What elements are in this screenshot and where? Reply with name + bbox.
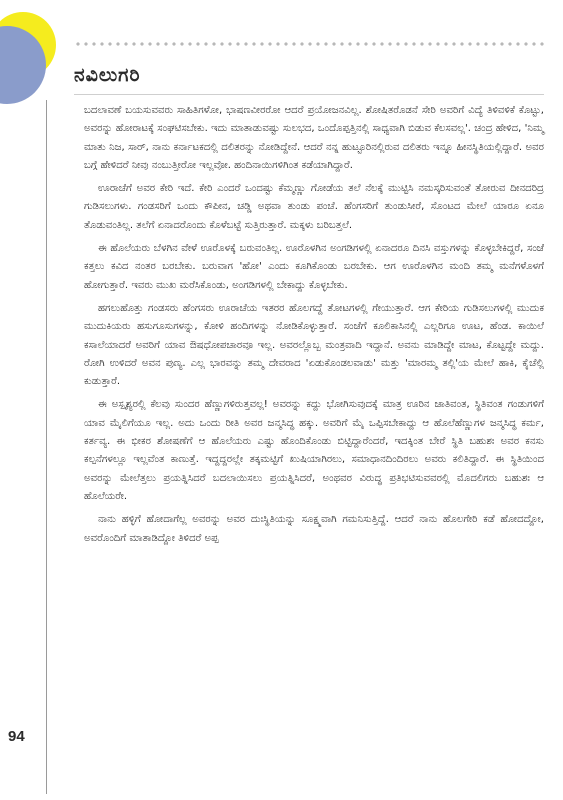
paragraph: ಈ ಅಸ್ಪೃಶ್ಯರಲ್ಲಿ ಕೆಲವು ಸುಂದರ ಹೆಣ್ಣುಗಳಿರುತ್ತವಲ್ಲ! ಅವರನ್ನು ಕದ್ದು ಭೋಗಿಸುವುದಕ್ಕೆ ಮಾತ್ರ ಊರಿನ ಜಾತಿವಂತ, ಸ್ಥಿತಿವಂತ ಗಂಡುಗಳಿಗೆ ಯಾವ ಮೈಲಿಗೆಯೂ ಇಲ್ಲ. ಅದು ಒಂದು ರೀತಿ ಅವರ ಜನ್ಮಸಿದ್ಧ ಹಕ್ಕು. ಅವರಿಗೆ ಮೈ ಒಪ್ಪಿಸಬೇಕಾದ್ದು ಆ ಹೊಲೆಹೆಣ್ಣುಗಳ ಜನ್ಮಸಿದ್ಧ ಕರ್ಮ, ಕರ್ತವ್ಯ. ಈ ಭೀಕರ ಶೋಷಣೆಗೆ ಆ ಹೊಲೆಯರು ಎಷ್ಟು ಹೊಂದಿಕೊಂಡು ಬಿಟ್ಟಿದ್ದಾರೆಂದರೆ, ಇದಕ್ಕಿಂತ ಬೇರೆ ಸ್ಥಿತಿ ಬಹುಶಃ ಅವರ ಕನಸು ಕಲ್ಪನೆಗಳಲ್ಲೂ ಇಲ್ಲವೆಂತ ಕಾಣುತ್ತೆ. ಇದ್ದದ್ದರಲ್ಲೇ ತಕ್ಕಮಟ್ಟಿಗೆ ಖುಷಿಯಾಗಿರಲು, ಸಮಾಧಾನದಿಂದಿರಲು ಅವರು ಕಲಿತಿದ್ದಾರೆ. ಈ ಸ್ಥಿತಿಯಿಂದ ಅವರನ್ನು ಮೇಲೆತ್ತಲು ಪ್ರಯತ್ನಿಸಿದರೆ ಬದಲಾಯಿಸಲು ಪ್ರಯತ್ನಿಸಿದರೆ, ಅಂಥವರ ವಿರುದ್ಧ ಪ್ರತಿಭಟಿಸುವವರಲ್ಲಿ ಮೊದಲಿಗರು ಬಹುಶಃ ಆ ಹೊಲೆಯರೇ.: [84, 399, 544, 502]
running-header-title: ನವಿಲುಗರಿ: [74, 64, 141, 86]
body-text: [84, 102, 544, 553]
paragraph: ಬದಲಾವಣೆ ಬಯಸುವವರು ಸಾಹಿತಿಗಳೋ, ಭಾಷಣವೀರರೋ ಆದರೆ ಪ್ರಯೋಜನವಿಲ್ಲ. ಶೋಷಿತರೊಡನೆ ಸೇರಿ ಅವರಿಗೆ ವಿದ್ಯೆ ತಿಳಿವಳಿಕೆ ಕೊಟ್ಟು, ಅವರನ್ನು ಹೋರಾಟಕ್ಕೆ ಸಂಘಟಿಸಬೇಕು. ಇದು ಮಾತಾಡುವಷ್ಟು ಸುಲಭದ, ಒಂದೊಪ್ಪತ್ತಿನಲ್ಲಿ ಸಾಧ್ಯವಾಗಿ ಬಿಡುವ ಕೆಲಸವಲ್ಲ'. ಚಂದ್ರ ಹೇಳಿದ, 'ನಿಮ್ಮ ಮಾತು ನಿಜ, ಸಾರ್, ನಾನು ಕರ್ನಾಟಕದಲ್ಲಿ ದಲಿತರನ್ನು ನೋಡಿದ್ದೇನೆ. ಆದರೆ ನನ್ನ ಹುಟ್ಟೂರಿನಲ್ಲಿರುವ ದಲಿತರು ಇನ್ನೂ ಹೀನಸ್ಥಿತಿಯಲ್ಲಿದ್ದಾರೆ. ಅವರ ಬಗ್ಗೆ ಹೇಳಿದರೆ ನೀವು ನಂಬುತ್ತೀರೋ ಇಲ್ಲವೋ. ಹಂದಿನಾಯಿಗಳಿಗಿಂತ ಕಡೆಯಾಗಿದ್ದಾರೆ.: [84, 105, 544, 171]
page-number: 94: [8, 728, 25, 745]
left-margin-rule: [46, 100, 47, 794]
paragraph: ಹಗಲುಹೊತ್ತು ಗಂಡಸರು ಹೆಂಗಸರು ಊರಾಚೆಯ ಇತರರ ಹೊಲಗದ್ದೆ ತೋಟಗಳಲ್ಲಿ ಗೇಯುತ್ತಾರೆ. ಆಗ ಕೇರಿಯ ಗುಡಿಸಲುಗಳಲ್ಲಿ ಮುದುಕ ಮುದುಕಿಯರು ಹಸುಗೂಸುಗಳನ್ನು, ಕೋಳಿ ಹಂದಿಗಳನ್ನು ನೋಡಿಕೊಳ್ಳುತ್ತಾರೆ. ಸಂಜೆಗೆ ಕೂಲಿಕಾಸಿನಲ್ಲಿ ಎಲ್ಲರಿಗೂ ಊಟ, ಹೆಂಡ. ಕಾಯಿಲೆ ಕಸಾಲೆಯಾದರೆ ಅವರಿಗೆ ಯಾವ ಔಷಧೋಪಚಾರವೂ ಇಲ್ಲ. ಅವರಲ್ಲೊಬ್ಬ ಮಂತ್ರವಾದಿ ಇದ್ದಾನೆ. ಅವನು ಮಾಡಿದ್ದೇ ಮಾಟ, ಕೊಟ್ಟದ್ದೇ ಮದ್ದು. ರೋಗಿ ಉಳಿದರೆ ಅವನ ಪುಣ್ಯ. ಎಲ್ಲ ಭಾರವನ್ನು ತಮ್ಮ ದೇವರಾದ 'ಏಡುಕೊಂಡಲವಾಡು' ಮತ್ತು 'ಮಾರಮ್ಮ ತಲ್ಲಿ'ಯ ಮೇಲೆ ಹಾಕಿ, ಕೈಚೆಲ್ಲಿ ಕುಡುತ್ತಾರೆ.: [84, 302, 544, 388]
header-rule: [74, 94, 544, 95]
paragraph: ನಾನು ಹಳ್ಳಿಗೆ ಹೋದಾಗೆಲ್ಲ ಅವರನ್ನು ಅವರ ದುಃಸ್ಥಿತಿಯನ್ನು ಸೂಕ್ಷ್ಮವಾಗಿ ಗಮನಿಸುತ್ತಿದ್ದೆ. ಆದರೆ ನಾನು ಹೊಲಗೇರಿ ಕಡೆ ಹೋದದ್ದೋ, ಅವರೊಂದಿಗೆ ಮಾತಾಡಿದ್ದೋ ತಿಳಿದರೆ ಅಪ್ಪ: [84, 514, 544, 544]
paragraph: ಈ ಹೊಲೆಯರು ಬೆಳಗಿನ ವೇಳೆ ಊರೊಳಕ್ಕೆ ಬರುವಂತಿಲ್ಲ. ಊರೊಳಗಿನ ಅಂಗಡಿಗಳಲ್ಲಿ ಏನಾದರೂ ದಿನಸಿ ವಸ್ತುಗಳನ್ನು ಕೊಳ್ಳಬೇಕಿದ್ದರೆ, ಸಂಜೆ ಕತ್ತಲು ಕವಿದ ನಂತರ ಬರಬೇಕು. ಬರುವಾಗ 'ಹೋ' ಎಂದು ಕೂಗಿಕೊಂಡು ಬರಬೇಕು. ಆಗ ಊರೊಳಗಿನ ಮಂದಿ ತಮ್ಮ ಮನೆಗಳೊಳಗೆ ಹೋಗುತ್ತಾರೆ. ಇವರು ಮುಖ ಮರೆಸಿಕೊಂಡು, ಅಂಗಡಿಗಳಲ್ಲಿ ಬೇಕಾದ್ದು ಕೊಳ್ಳಬೇಕು.: [84, 243, 544, 291]
dotted-header-line: [74, 40, 544, 48]
paragraph: ಊರಾಚೆಗೆ ಅವರ ಕೇರಿ ಇದೆ. ಕೇರಿ ಎಂದರೆ ಒಂದಷ್ಟು ಕೆಮ್ಮಣ್ಣು ಗೋಡೆಯ ತಲೆ ನೆಲಕ್ಕೆ ಮುಟ್ಟಿಸಿ ನಮಸ್ಕರಿಸುವಂತೆ ತೋರುವ ದೀನದರಿದ್ರ ಗುಡಿಸಲುಗಳು. ಗಂಡಸರಿಗೆ ಒಂದು ಕೌಪೀನ, ಚಡ್ಡಿ ಅಥವಾ ತುಂಡು ಪಂಚೆ. ಹೆಂಗಸರಿಗೆ ತುಂಡುಸೀರೆ, ಸೊಂಟದ ಮೇಲೆ ಯಾರೂ ಏನೂ ತೊಡುವಂತಿಲ್ಲ. ತಲೆಗೆ ಏನಾದರೊಂದು ಕೊಳೆಬಟ್ಟೆ ಸುತ್ತಿರುತ್ತಾರೆ. ಮಕ್ಕಳು ಬರಿಬತ್ತಲೆ.: [84, 183, 544, 231]
